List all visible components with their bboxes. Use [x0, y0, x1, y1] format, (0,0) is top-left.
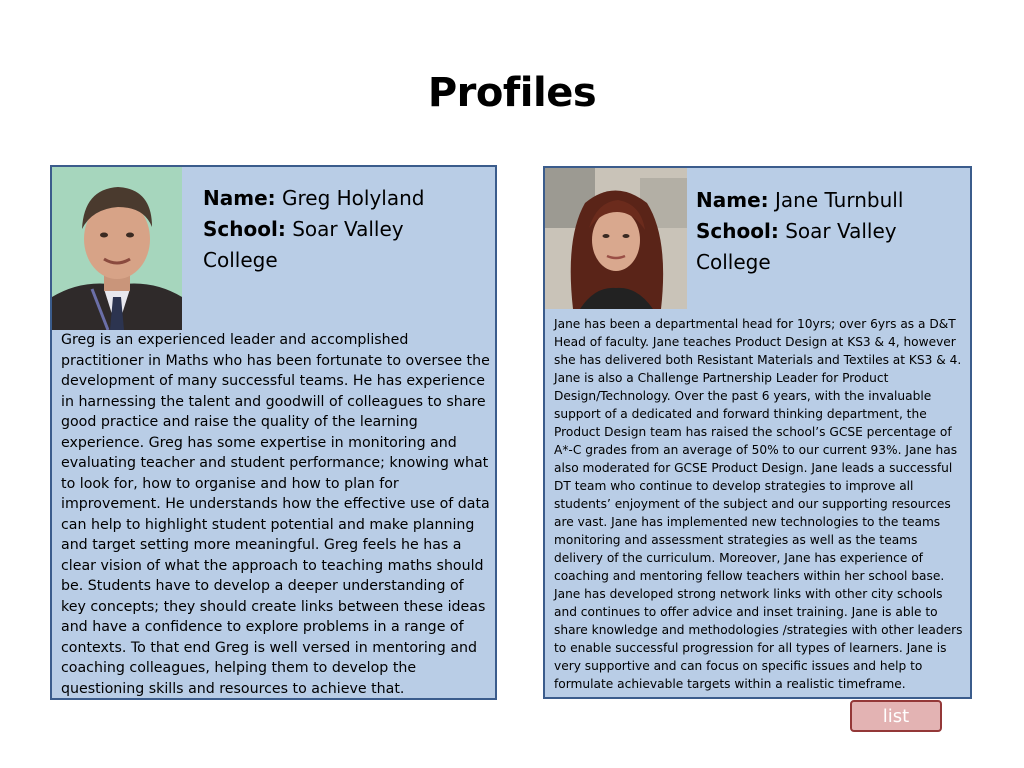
name-label: Name: [203, 186, 276, 210]
profile-card-jane [543, 166, 972, 699]
person-portrait-icon [545, 168, 687, 309]
profile-name: Jane Turnbull [775, 188, 904, 212]
profile-bio: Jane has been a departmental head for 10yrs; over 6yrs as a D&T Head of faculty. Jane teaches Product Design at KS3 & 4, however she has delivered both Resistant Materials and Textiles at KS3 & 4. Jane is also a Challenge Partnership Leader for Product Design/Technology. Over the past 6 years, with the invaluable support of a dedicated and forward thinking department, the Product Design team has raised the school’s GCSE percentage of A*-C grades from an average of 50% to our current 93%. Jane has also moderated for GCSE Product Design. Jane leads a successful DT team who continue to develop strategies to improve all students’ enjoyment of the subject and our supporting resources are vast. Jane has implemented new technologies to the teams monitoring and assessment strategies as well as the teams delivery of the curriculum. Moreover, Jane has experience of coaching and mentoring fellow teachers within her school base. Jane has developed strong network links with other city schools and continues to offer advice and inset training. Jane is able to share knowledge and methodologies /strategies with other leaders to enable successful progression for all types of learners. Jane is very supportive and can focus on specific issues and help to formulate achievable targets within a realistic timeframe. [554, 317, 963, 691]
profile-school: Soar Valley College [696, 219, 897, 274]
school-line [696, 216, 966, 278]
profile-name: Greg Holyland [282, 186, 425, 210]
profile-photo [545, 168, 687, 309]
profile-meta [696, 185, 966, 278]
name-line [696, 185, 966, 216]
list-button[interactable]: list [850, 700, 942, 732]
profile-bio: Greg is an experienced leader and accomplished practitioner in Maths who has been fortunate to oversee the development of many successful teams. He has experience in harnessing the talent and goodwill of colleagues to share good practice and raise the quality of the learning experience. Greg has some expertise in monitoring and evaluating teacher and student performance; knowing what to look for, how to organise and how to plan for improvement. He understands how the effective use of data can help to highlight student potential and make planning and target setting more meaningful. Greg feels he has a clear vision of what the approach to teaching maths should be. Students have to develop a deeper understanding of key concepts; they should create links between these ideas and have a confidence to explore problems in a range of contexts. To that end Greg is well versed in mentoring and coaching colleagues, helping them to develop the questioning skills and resources to achieve that. [61, 332, 490, 697]
name-label: Name: [696, 188, 769, 212]
page-title: Profiles [427, 70, 597, 116]
profile-card-greg [50, 165, 497, 700]
name-line [203, 183, 473, 214]
school-label: School: [203, 217, 286, 241]
profile-photo [52, 167, 182, 330]
profile-school: Soar Valley College [203, 217, 404, 272]
profile-meta [203, 183, 473, 276]
school-label: School: [696, 219, 779, 243]
school-line [203, 214, 473, 276]
person-portrait-icon [52, 167, 182, 330]
